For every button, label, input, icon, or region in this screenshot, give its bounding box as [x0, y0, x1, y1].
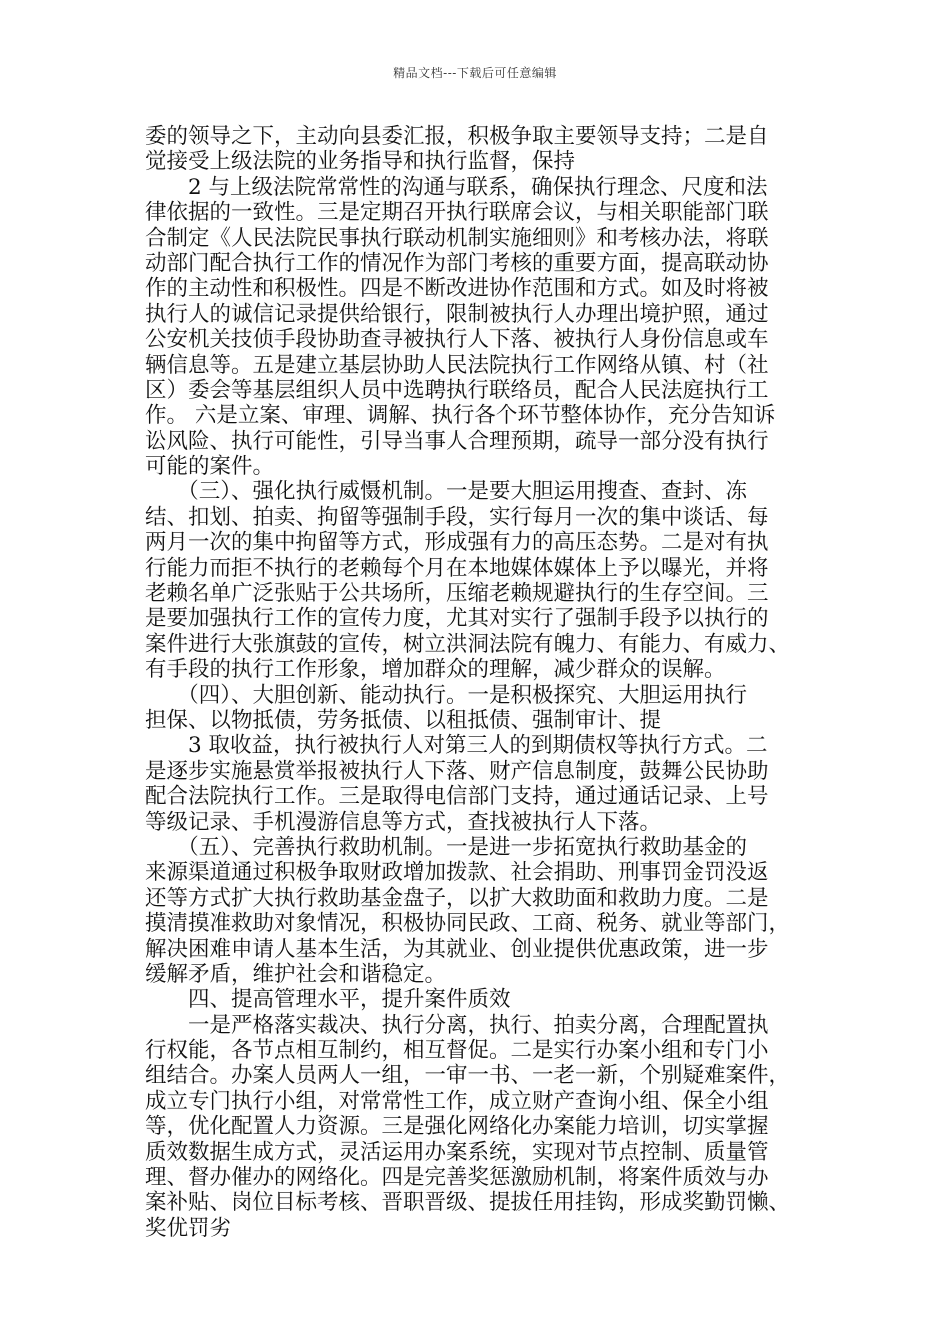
text-line: 两月一次的集中拘留等方式，形成强有力的高压态势。二是对有执 [145, 530, 769, 556]
text-line: 还等方式扩大执行救助基金盘子，以扩大救助面和救助力度。二是 [145, 885, 769, 911]
text-line: 行能力而拒不执行的老赖每个月在本地媒体媒体上予以曝光，并将 [145, 555, 769, 581]
text-line: 动部门配合执行工作的情况作为部门考核的重要方面，提高联动协 [145, 250, 769, 276]
text-line: 辆信息等。五是建立基层协助人民法院执行工作网络从镇、村（社 [145, 352, 769, 378]
text-line: 四、提高管理水平，提升案件质效 [145, 987, 511, 1013]
text-line: 讼风险、执行可能性，引导当事人合理预期，疏导一部分没有执行 [145, 428, 769, 454]
text-line: 奖优罚劣 [145, 1215, 232, 1241]
text-line: 委的领导之下，主动向县委汇报，积极争取主要领导支持；二是自 [145, 124, 769, 149]
text-line: 一是严格落实裁决、执行分离，执行、拍卖分离，合理配置执 [145, 1012, 769, 1038]
text-line: （五）、完善执行救助机制。一是进一步拓宽执行救助基金的 [145, 834, 748, 860]
text-line: 组结合。办案人员两人一组，一审一书、一老一新，个别疑难案件， [145, 1063, 791, 1089]
page-header: 精品文档---下载后可任意编辑 [393, 66, 557, 80]
text-line: 觉接受上级法院的业务指导和执行监督，保持 [145, 149, 576, 175]
text-line: 理、督办催办的网络化。四是完善奖惩激励机制，将案件质效与办 [145, 1165, 769, 1191]
text-line: 缓解矛盾，维护社会和谐稳定。 [145, 961, 447, 987]
text-line: 行权能，各节点相互制约，相互督促。二是实行办案小组和专门小 [145, 1038, 769, 1064]
text-line: 区）委会等基层组织人员中选聘执行联络员，配合人民法庭执行工 [145, 377, 769, 403]
text-line: 可能的案件。 [145, 454, 275, 480]
text-line: 是逐步实施悬赏举报被执行人下落、财产信息制度，鼓舞公民协助 [145, 758, 769, 784]
text-line: 3 取收益，执行被执行人对第三人的到期债权等执行方式。二 [145, 733, 768, 759]
text-line: 2 与上级法院常常性的沟通与联系，确保执行理念、尺度和法 [145, 174, 768, 200]
text-line: （三）、强化执行威慑机制。一是要大胆运用搜查、查封、冻 [145, 479, 748, 505]
text-line: 等级记录、手机漫游信息等方式，查找被执行人下落。 [145, 809, 662, 835]
text-line: 解决困难申请人基本生活，为其就业、创业提供优惠政策，进一步 [145, 936, 769, 962]
text-line: 来源渠道通过积极争取财政增加拨款、社会捐助、刑事罚金罚没返 [145, 860, 769, 886]
text-line: 有手段的执行工作形象，增加群众的理解，减少群众的误解。 [145, 657, 726, 683]
text-line: 是要加强执行工作的宣传力度，尤其对实行了强制手段予以执行的 [145, 606, 769, 632]
text-line: （四）、大胆创新、能动执行。一是积极探究、大胆运用执行 [145, 682, 748, 708]
text-line: 等，优化配置人力资源。三是强化网络化办案能力培训，切实掌握 [145, 1114, 769, 1140]
text-line: 老赖名单广泛张贴于公共场所，压缩老赖规避执行的生存空间。三 [145, 581, 769, 607]
document-body [145, 124, 820, 1241]
text-line: 摸清摸准救助对象情况，积极协同民政、工商、税务、就业等部门， [145, 911, 791, 937]
text-line: 公安机关技侦手段协助查寻被执行人下落、被执行人身份信息或车 [145, 327, 769, 353]
text-line: 质效数据生成方式，灵活运用办案系统，实现对节点控制、质量管 [145, 1139, 769, 1165]
text-line: 结、扣划、拍卖、拘留等强制手段，实行每月一次的集中谈话、每 [145, 504, 769, 530]
text-line: 配合法院执行工作。三是取得电信部门支持，通过通话记录、上号 [145, 784, 769, 810]
text-line: 担保、以物抵债，劳务抵债、以租抵债、强制审计、提 [145, 707, 662, 733]
text-line: 成立专门执行小组，对常常性工作，成立财产查询小组、保全小组 [145, 1088, 769, 1114]
text-line: 作的主动性和积极性。四是不断改进协作范围和方式。如及时将被 [145, 276, 769, 302]
text-line: 执行人的诚信记录提供给银行，限制被执行人办理出境护照，通过 [145, 301, 769, 327]
text-line: 合制定《人民法院民事执行联动机制实施细则》和考核办法，将联 [145, 225, 769, 251]
text-line: 律依据的一致性。三是定期召开执行联席会议，与相关职能部门联 [145, 200, 769, 226]
text-line: 案件进行大张旗鼓的宣传，树立洪洞法院有魄力、有能力、有威力、 [145, 631, 791, 657]
text-line: 案补贴、岗位目标考核、晋职晋级、提拔任用挂钩，形成奖勤罚懒、 [145, 1190, 791, 1216]
text-line: 作。 六是立案、审理、调解、执行各个环节整体协作，充分告知诉 [145, 403, 776, 429]
